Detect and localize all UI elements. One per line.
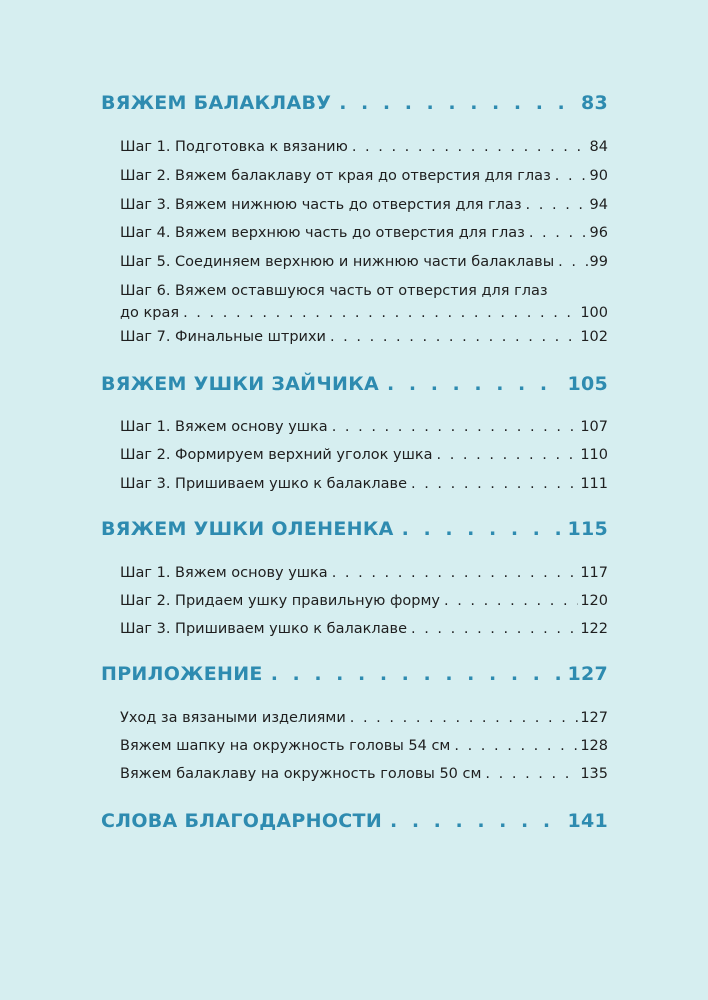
- toc-entry[interactable]: [120, 735, 608, 757]
- entry-page-number: 127: [580, 710, 608, 726]
- section-page-number: 115: [567, 518, 608, 540]
- toc-section-heading[interactable]: [101, 518, 608, 548]
- dot-leader: [390, 810, 561, 832]
- entry-page-number: 120: [580, 593, 608, 609]
- section-title: ВЯЖЕМ БАЛАКЛАВУ: [101, 92, 332, 114]
- entry-title: Шаг 2. Формируем верхний уголок ушка: [120, 447, 433, 463]
- toc-entry[interactable]: [120, 280, 608, 324]
- section-title: ВЯЖЕМ УШКИ ОЛЕНЕНКА: [101, 518, 394, 540]
- entry-title: Шаг 7. Финальные штрихи: [120, 329, 326, 345]
- toc-entry[interactable]: [120, 165, 608, 187]
- toc-entry[interactable]: [120, 618, 608, 640]
- dot-leader: [330, 326, 578, 348]
- toc-entry[interactable]: [120, 136, 608, 158]
- entry-page-number: 110: [580, 447, 608, 463]
- entry-title: Шаг 1. Подготовка к вязанию: [120, 139, 348, 155]
- toc-entry[interactable]: [120, 194, 608, 216]
- entry-page-number: 90: [589, 168, 608, 184]
- entry-page-number: 111: [580, 476, 608, 492]
- entry-page-number: 94: [589, 197, 608, 213]
- entry-page-number: 102: [580, 329, 608, 345]
- entry-title: Шаг 1. Вяжем основу ушка: [120, 565, 328, 581]
- entry-title-line-1: Шаг 6. Вяжем оставшуюся часть от отверстия для глаз: [120, 283, 548, 299]
- toc-entry[interactable]: [120, 444, 608, 466]
- dot-leader: [350, 707, 579, 729]
- toc-entry[interactable]: [120, 473, 608, 495]
- entry-page-number: 128: [580, 738, 608, 754]
- toc-section-heading[interactable]: [101, 663, 608, 693]
- section-title: ПРИЛОЖЕНИЕ: [101, 663, 263, 685]
- dot-leader: [352, 136, 588, 158]
- section-page-number: 105: [567, 373, 608, 395]
- toc-entry[interactable]: [120, 707, 608, 729]
- dot-leader: [437, 444, 579, 466]
- section-page-number: 141: [567, 810, 608, 832]
- entry-title: Шаг 2. Придаем ушку правильную форму: [120, 593, 440, 609]
- dot-leader: [485, 763, 578, 785]
- entry-title: Шаг 4. Вяжем верхнюю часть до отверстия для глаз: [120, 225, 525, 241]
- toc-section-heading[interactable]: [101, 810, 608, 840]
- dot-leader: [411, 618, 578, 640]
- toc-entry[interactable]: [120, 590, 608, 612]
- dot-leader: [387, 373, 561, 395]
- entry-title: Вяжем шапку на окружность головы 54 см: [120, 738, 451, 754]
- toc-entry[interactable]: [120, 763, 608, 785]
- entry-page-number: 99: [589, 254, 608, 270]
- entry-title: Шаг 3. Пришиваем ушко к балаклаве: [120, 621, 407, 637]
- section-page-number: 127: [567, 663, 608, 685]
- entry-page-number: 107: [580, 419, 608, 435]
- dot-leader: [555, 165, 588, 187]
- entry-title: Шаг 3. Пришиваем ушко к балаклаве: [120, 476, 407, 492]
- toc-entry[interactable]: [120, 251, 608, 273]
- toc-section-heading[interactable]: [101, 92, 608, 122]
- toc-section-heading[interactable]: [101, 373, 608, 403]
- dot-leader: [444, 590, 578, 612]
- dot-leader: [411, 473, 578, 495]
- entry-title: Вяжем балаклаву на окружность головы 50 см: [120, 766, 482, 782]
- dot-leader: [402, 518, 562, 540]
- entry-title: Шаг 1. Вяжем основу ушка: [120, 419, 328, 435]
- dot-leader: [529, 222, 588, 244]
- entry-page-number: 135: [580, 766, 608, 782]
- entry-page-number: 122: [580, 621, 608, 637]
- entry-title-line-2: до края: [120, 305, 180, 321]
- toc-entry[interactable]: [120, 416, 608, 438]
- dot-leader: [332, 562, 579, 584]
- entry-page-number: 84: [589, 139, 608, 155]
- entry-page-number: 117: [580, 565, 608, 581]
- dot-leader: [454, 735, 578, 757]
- section-title: ВЯЖЕМ УШКИ ЗАЙЧИКА: [101, 373, 380, 395]
- dot-leader: [526, 194, 588, 216]
- section-page-number: 83: [580, 92, 608, 114]
- dot-leader: [332, 416, 579, 438]
- entry-title: Уход за вязаными изделиями: [120, 710, 346, 726]
- entry-title: Шаг 5. Соединяем верхнюю и нижнюю части балаклавы: [120, 254, 555, 270]
- dot-leader: [558, 251, 587, 273]
- toc-entry[interactable]: [120, 222, 608, 244]
- dot-leader: [183, 302, 578, 324]
- entry-title: Шаг 3. Вяжем нижнюю часть до отверстия для глаз: [120, 197, 522, 213]
- toc-entry[interactable]: [120, 562, 608, 584]
- entry-page-number: 100: [580, 305, 608, 321]
- dot-leader: [339, 92, 575, 114]
- toc-entry[interactable]: [120, 326, 608, 348]
- dot-leader: [271, 663, 562, 685]
- section-title: СЛОВА БЛАГОДАРНОСТИ: [101, 810, 383, 832]
- entry-title: Шаг 2. Вяжем балаклаву от края до отверстия для глаз: [120, 168, 551, 184]
- entry-page-number: 96: [589, 225, 608, 241]
